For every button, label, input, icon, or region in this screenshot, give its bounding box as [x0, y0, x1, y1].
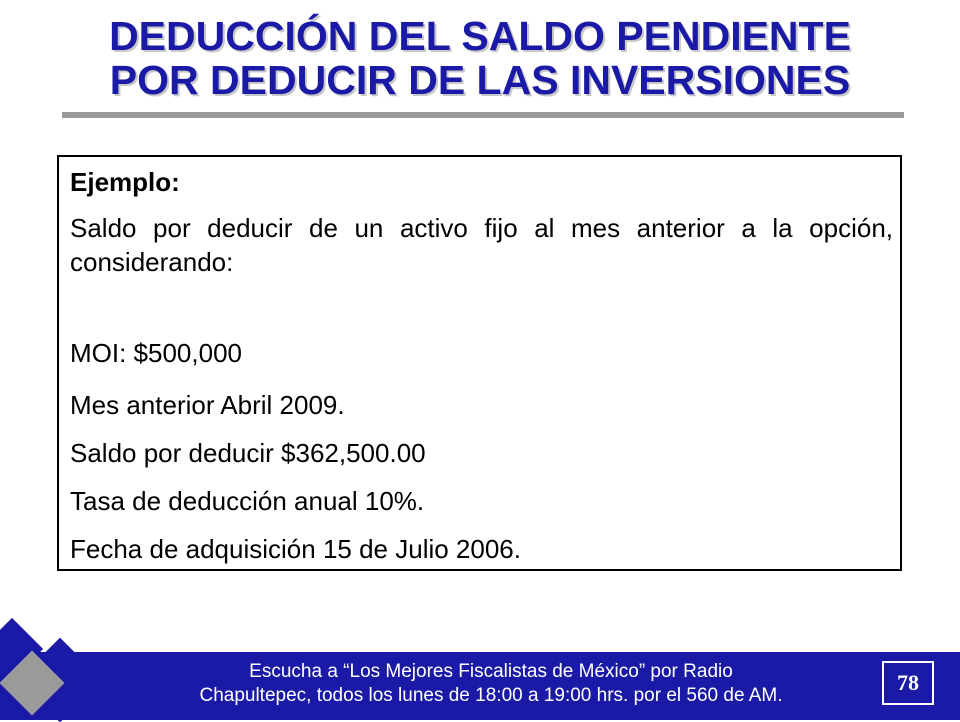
- title-underline: [62, 112, 904, 118]
- list-item-rate: Tasa de deducción anual 10%.: [70, 486, 425, 516]
- list-item-moi: MOI: $500,000: [70, 338, 242, 368]
- list-item-previous-month: Mes anterior Abril 2009.: [70, 390, 345, 420]
- example-heading: Ejemplo:: [70, 167, 180, 197]
- title-line-2: POR DEDUCIR DE LAS INVERSIONES: [109, 57, 851, 103]
- page-number-badge: 78: [882, 661, 934, 705]
- footer-text: [96, 660, 886, 708]
- footer-line-2: Chapultepec, todos los lunes de 18:00 a 19:00 hrs. por el 560 de AM.: [199, 685, 783, 706]
- footer-line-1: Escucha a “Los Mejores Fiscalistas de México” por Radio: [249, 661, 733, 682]
- title-line-1: DEDUCCIÓN DEL SALDO PENDIENTE: [109, 13, 851, 59]
- example-intro: Saldo por deducir de un activo fijo al mes anterior a la opción, considerando:: [70, 213, 893, 277]
- list-item-balance: Saldo por deducir $362,500.00: [70, 438, 426, 468]
- slide-title: [0, 14, 960, 102]
- example-box: [57, 155, 902, 571]
- list-item-acquisition-date: Fecha de adquisición 15 de Julio 2006.: [70, 534, 521, 564]
- example-content: [70, 165, 893, 279]
